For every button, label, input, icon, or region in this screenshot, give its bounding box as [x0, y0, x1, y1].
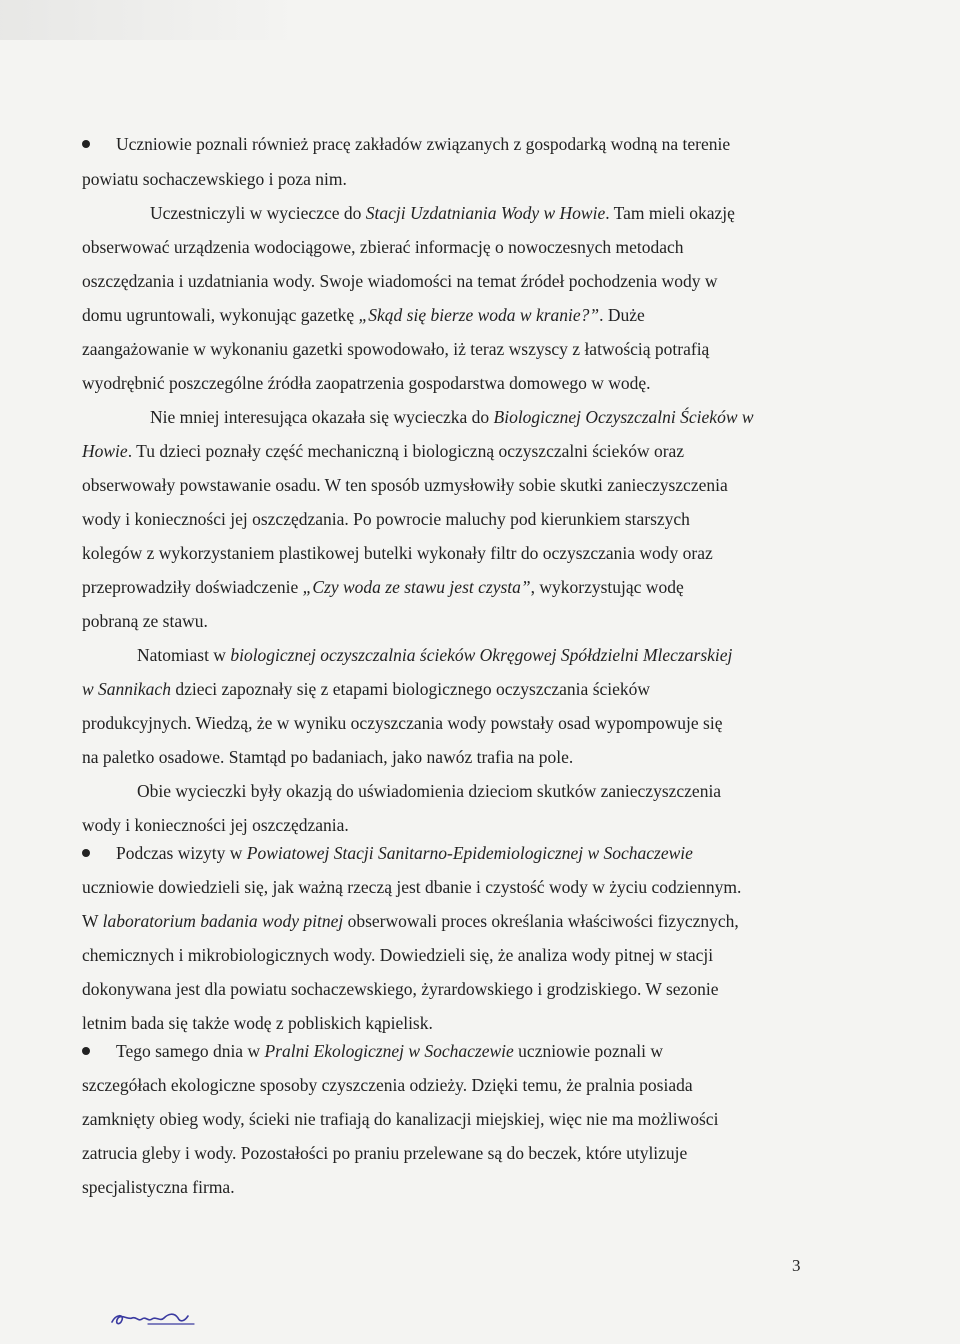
text-line [82, 1012, 433, 1034]
italic-span: Pralni Ekologicznej w Sochaczewie [264, 1041, 514, 1061]
text-span: Natomiast w [137, 645, 231, 665]
text-span: szczegółach ekologiczne sposoby czyszczenia odzieży. Dzięki temu, że pralnia posiada [82, 1075, 693, 1095]
text-span: domu ugruntowali, wykonując gazetkę [82, 305, 359, 325]
text-line [116, 1040, 663, 1062]
text-span: obserwowały powstawanie osadu. W ten sposób uzmysłowiły sobie skutki zanieczyszczenia [82, 475, 728, 495]
italic-span: Powiatowej Stacji Sanitarno-Epidemiologicznej w Sochaczewie [246, 843, 693, 863]
text-line [82, 712, 722, 734]
text-span: obserwować urządzenia wodociągowe, zbierać informację o nowoczesnych metodach [82, 237, 684, 257]
text-line [82, 270, 717, 292]
text-span: , wykorzystując wodę [530, 577, 684, 597]
text-span: Nie mniej interesująca okazała się wycieczka do [150, 407, 494, 427]
text-span: . Duże [599, 305, 645, 325]
text-line [82, 910, 739, 932]
text-span: Obie wycieczki były okazją do uświadomienia dzieciom skutków zanieczyszczenia [137, 781, 722, 801]
text-span: na paletko osadowe. Stamtąd po badaniach, jako nawóz trafia na pole. [82, 747, 574, 767]
text-line [82, 576, 684, 598]
signature-icon [108, 1300, 198, 1330]
text-span: oszczędzania i uzdatniania wody. Swoje wiadomości na temat źródeł pochodzenia wody w [82, 271, 718, 291]
italic-span: Biologicznej Oczyszczalni Ścieków w [493, 407, 754, 427]
text-line [82, 474, 728, 496]
bullet-icon [82, 849, 90, 857]
text-line [82, 542, 713, 564]
text-span: . Tu dzieci poznały część mechaniczną i biologiczną oczyszczalni ścieków oraz [127, 441, 685, 461]
text-line [82, 1176, 235, 1198]
text-line [82, 678, 650, 700]
bullet-icon [82, 140, 90, 148]
text-span: . Tam mieli okazję [605, 203, 735, 223]
italic-span: w Sannikach [82, 679, 171, 699]
text-line [82, 1074, 693, 1096]
text-span: kolegów z wykorzystaniem plastikowej butelki wykonały filtr do oczyszczania wody oraz [82, 543, 713, 563]
italic-span: Stacji Uzdatniania Wody w Howie [365, 203, 606, 223]
italic-span: biologicznej oczyszczalnia ścieków Okręgowej Spółdzielni Mleczarskiej [230, 645, 733, 665]
text-span: powiatu sochaczewskiego i poza nim. [82, 169, 347, 189]
text-span: chemicznych i mikrobiologicznych wody. Dowiedzieli się, że analiza wody pitnej w stacji [82, 945, 714, 965]
text-line [82, 304, 645, 326]
text-line [82, 746, 573, 768]
text-span: obserwowali proces określania właściwości fizycznych, [343, 911, 739, 931]
text-span: wody i konieczności jej oszczędzania. Po powrocie maluchy pod kierunkiem starszych [82, 509, 690, 529]
text-span: wyodrębnić poszczególne źródła zaopatrzenia gospodarstwa domowego w wodę. [82, 373, 651, 393]
text-span: W [82, 911, 103, 931]
text-line [82, 610, 208, 632]
text-line [116, 842, 693, 864]
scan-smudge [0, 0, 300, 40]
text-span: uczniowie dowiedzieli się, jak ważną rzeczą jest dbanie i czystość wody w życiu codziennym. [82, 877, 742, 897]
text-line [137, 644, 732, 666]
text-span: uczniowie poznali w [513, 1041, 663, 1061]
text-span: Podczas wizyty w [116, 843, 247, 863]
text-line [150, 406, 754, 428]
italic-span: laboratorium badania wody pitnej [102, 911, 344, 931]
text-span: Uczestniczyli w wycieczce do [150, 203, 366, 223]
text-line [82, 978, 718, 1000]
italic-span: „Skąd się bierze woda w kranie?” [358, 305, 600, 325]
text-span: produkcyjnych. Wiedzą, że w wyniku oczyszczania wody powstały osad wypompowuje się [82, 713, 723, 733]
text-line [82, 876, 741, 898]
text-line [150, 202, 735, 224]
text-span: Tego samego dnia w [116, 1041, 265, 1061]
text-span: przeprowadziły doświadczenie [82, 577, 303, 597]
text-span: dzieci zapoznały się z etapami biologicznego oczyszczania ścieków [170, 679, 651, 699]
text-line [82, 236, 684, 258]
text-line [82, 372, 651, 394]
text-span: zamknięty obieg wody, ścieki nie trafiają do kanalizacji miejskiej, więc nie ma możliwości [82, 1109, 719, 1129]
text-line [82, 338, 709, 360]
text-span: Uczniowie poznali również pracę zakładów związanych z gospodarką wodną na terenie [116, 134, 731, 154]
text-line [82, 1142, 687, 1164]
text-span: specjalistyczna firma. [82, 1177, 235, 1197]
text-span: zatrucia gleby i wody. Pozostałości po praniu przelewane są do beczek, które utylizuje [82, 1143, 688, 1163]
text-line [116, 133, 730, 155]
text-span: letnim bada się także wodę z pobliskich kąpielisk. [82, 1013, 433, 1033]
text-span: zaangażowanie w wykonaniu gazetki spowodowało, iż teraz wszyscy z łatwością potrafią [82, 339, 710, 359]
italic-span: Howie [82, 441, 128, 461]
text-line [82, 508, 690, 530]
text-line [82, 168, 347, 190]
text-span: wody i konieczności jej oszczędzania. [82, 815, 349, 835]
text-line [82, 814, 349, 836]
italic-span: „Czy woda ze stawu jest czysta” [302, 577, 531, 597]
text-span: pobraną ze stawu. [82, 611, 208, 631]
text-line [82, 944, 713, 966]
page-number: 3 [792, 1256, 801, 1275]
bullet-icon [82, 1047, 90, 1055]
text-line [137, 780, 721, 802]
text-line [82, 1108, 718, 1130]
text-line [82, 440, 684, 462]
text-span: dokonywana jest dla powiatu sochaczewskiego, żyrardowskiego i grodziskiego. W sezonie [82, 979, 719, 999]
